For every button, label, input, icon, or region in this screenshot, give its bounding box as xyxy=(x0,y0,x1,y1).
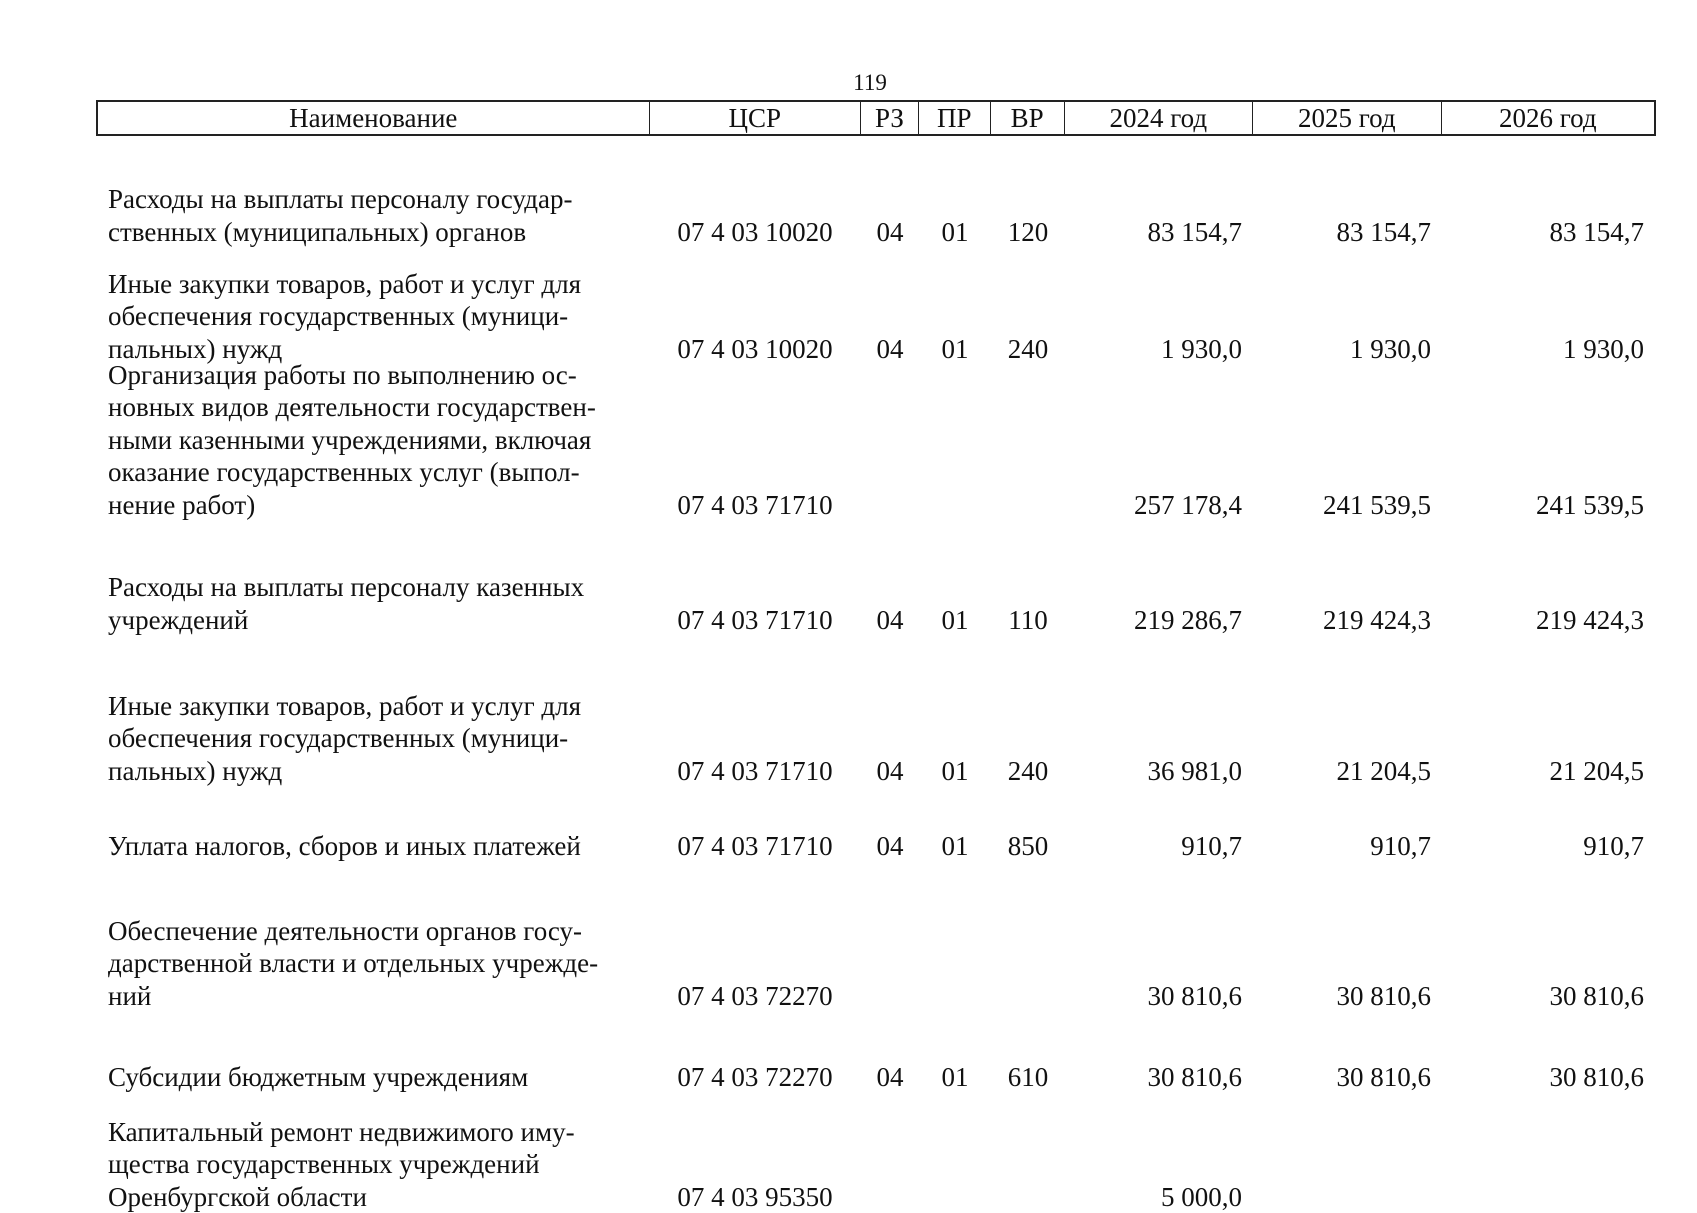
row-name-line: щества государственных учреждений xyxy=(108,1148,643,1181)
row-name-line: Иные закупки товаров, работ и услуг для xyxy=(108,268,643,301)
row-name-line: Оренбургской области xyxy=(108,1181,643,1213)
row-name-line: учреждений xyxy=(108,604,643,637)
row-2024: 1 930,0 xyxy=(1065,333,1254,366)
header-csr: ЦСР xyxy=(650,102,861,134)
row-vr: 240 xyxy=(991,333,1065,366)
row-name-line: Субсидии бюджетным учреждениям xyxy=(108,1061,643,1094)
row-name xyxy=(96,830,649,863)
row-csr: 07 4 03 10020 xyxy=(649,216,861,249)
row-name-line: Иные закупки товаров, работ и услуг для xyxy=(108,690,643,723)
row-2025: 83 154,7 xyxy=(1254,216,1443,249)
row-csr: 07 4 03 71710 xyxy=(649,489,861,522)
row-2026: 241 539,5 xyxy=(1443,489,1656,522)
row-name-line: ными казенными учреждениями, включая xyxy=(108,424,643,457)
row-2026: 30 810,6 xyxy=(1443,980,1656,1013)
row-2025: 219 424,3 xyxy=(1254,604,1443,637)
row-csr: 07 4 03 71710 xyxy=(649,604,861,637)
row-name-line: оказание государственных услуг (выпол- xyxy=(108,456,643,489)
row-pr: 01 xyxy=(919,830,991,863)
row-name-line: новных видов деятельности государствен- xyxy=(108,391,643,424)
header-pr: ПР xyxy=(919,102,991,134)
row-2025: 30 810,6 xyxy=(1254,1061,1443,1094)
table-row xyxy=(96,521,1656,636)
row-csr: 07 4 03 71710 xyxy=(649,755,861,788)
row-name-line: Расходы на выплаты персоналу казенных xyxy=(108,571,643,604)
row-csr: 07 4 03 71710 xyxy=(649,830,861,863)
row-name-line: Капитальный ремонт недвижимого иму- xyxy=(108,1116,643,1149)
row-2024: 30 810,6 xyxy=(1065,1061,1254,1094)
header-name: Наименование xyxy=(98,102,650,134)
row-name-line: Расходы на выплаты персоналу государ- xyxy=(108,183,643,216)
row-vr: 850 xyxy=(991,830,1065,863)
row-name-line: Обеспечение деятельности органов госу- xyxy=(108,915,643,948)
row-name-line: ственных (муниципальных) органов xyxy=(108,216,643,249)
row-2024: 5 000,0 xyxy=(1065,1181,1254,1213)
row-name-line: ний xyxy=(108,980,643,1013)
row-rz: 04 xyxy=(861,830,919,863)
row-name xyxy=(96,359,649,522)
row-rz: 04 xyxy=(861,333,919,366)
row-name-line: обеспечения государственных (муници- xyxy=(108,300,643,333)
row-2026: 910,7 xyxy=(1443,830,1656,863)
row-name-line: нение работ) xyxy=(108,489,643,522)
row-name-line: дарственной власти и отдельных учрежде- xyxy=(108,947,643,980)
row-name xyxy=(96,571,649,636)
row-pr: 01 xyxy=(919,1061,991,1094)
row-name-line: обеспечения государственных (муници- xyxy=(108,722,643,755)
row-name-line: пальных) нужд xyxy=(108,755,643,788)
row-rz: 04 xyxy=(861,216,919,249)
table-row xyxy=(96,787,1656,862)
row-rz: 04 xyxy=(861,1061,919,1094)
row-rz: 04 xyxy=(861,604,919,637)
row-pr: 01 xyxy=(919,755,991,788)
table-row xyxy=(96,1093,1656,1213)
row-2025: 910,7 xyxy=(1254,830,1443,863)
header-2024: 2024 год xyxy=(1065,102,1254,134)
header-rz: РЗ xyxy=(861,102,919,134)
row-vr: 610 xyxy=(991,1061,1065,1094)
row-name xyxy=(96,1116,649,1213)
row-csr: 07 4 03 95350 xyxy=(649,1181,861,1213)
table-row xyxy=(96,1012,1656,1093)
row-2026: 21 204,5 xyxy=(1443,755,1656,788)
table-row xyxy=(96,636,1656,787)
row-name-line: Организация работы по выполнению ос- xyxy=(108,359,643,392)
row-pr: 01 xyxy=(919,216,991,249)
row-2024: 257 178,4 xyxy=(1065,489,1254,522)
row-2026: 30 810,6 xyxy=(1443,1061,1656,1094)
header-2026: 2026 год xyxy=(1442,102,1654,134)
row-csr: 07 4 03 10020 xyxy=(649,333,861,366)
row-2024: 910,7 xyxy=(1065,830,1254,863)
row-2026: 219 424,3 xyxy=(1443,604,1656,637)
table-header xyxy=(96,100,1656,136)
header-2025: 2025 год xyxy=(1253,102,1442,134)
row-2024: 219 286,7 xyxy=(1065,604,1254,637)
row-2025: 30 810,6 xyxy=(1254,980,1443,1013)
row-pr: 01 xyxy=(919,604,991,637)
row-2024: 36 981,0 xyxy=(1065,755,1254,788)
table-row xyxy=(96,365,1656,521)
row-name xyxy=(96,183,649,248)
row-2024: 83 154,7 xyxy=(1065,216,1254,249)
row-csr: 07 4 03 72270 xyxy=(649,1061,861,1094)
row-vr: 240 xyxy=(991,755,1065,788)
row-2024: 30 810,6 xyxy=(1065,980,1254,1013)
row-csr: 07 4 03 72270 xyxy=(649,980,861,1013)
row-2025: 1 930,0 xyxy=(1254,333,1443,366)
table-row xyxy=(96,174,1656,248)
row-name xyxy=(96,690,649,788)
row-name xyxy=(96,915,649,1013)
table-row xyxy=(96,862,1656,1012)
row-name-line: Уплата налогов, сборов и иных платежей xyxy=(108,830,643,863)
row-name xyxy=(96,1061,649,1094)
row-pr: 01 xyxy=(919,333,991,366)
table-row xyxy=(96,248,1656,365)
row-2026: 83 154,7 xyxy=(1443,216,1656,249)
row-vr: 110 xyxy=(991,604,1065,637)
row-2026: 1 930,0 xyxy=(1443,333,1656,366)
row-name xyxy=(96,268,649,366)
page-number: 119 xyxy=(0,70,1697,96)
budget-table xyxy=(96,100,1656,136)
row-2025: 241 539,5 xyxy=(1254,489,1443,522)
row-vr: 120 xyxy=(991,216,1065,249)
header-vr: ВР xyxy=(991,102,1065,134)
row-name-line: пальных) нужд xyxy=(108,333,643,366)
row-2025: 21 204,5 xyxy=(1254,755,1443,788)
row-rz: 04 xyxy=(861,755,919,788)
